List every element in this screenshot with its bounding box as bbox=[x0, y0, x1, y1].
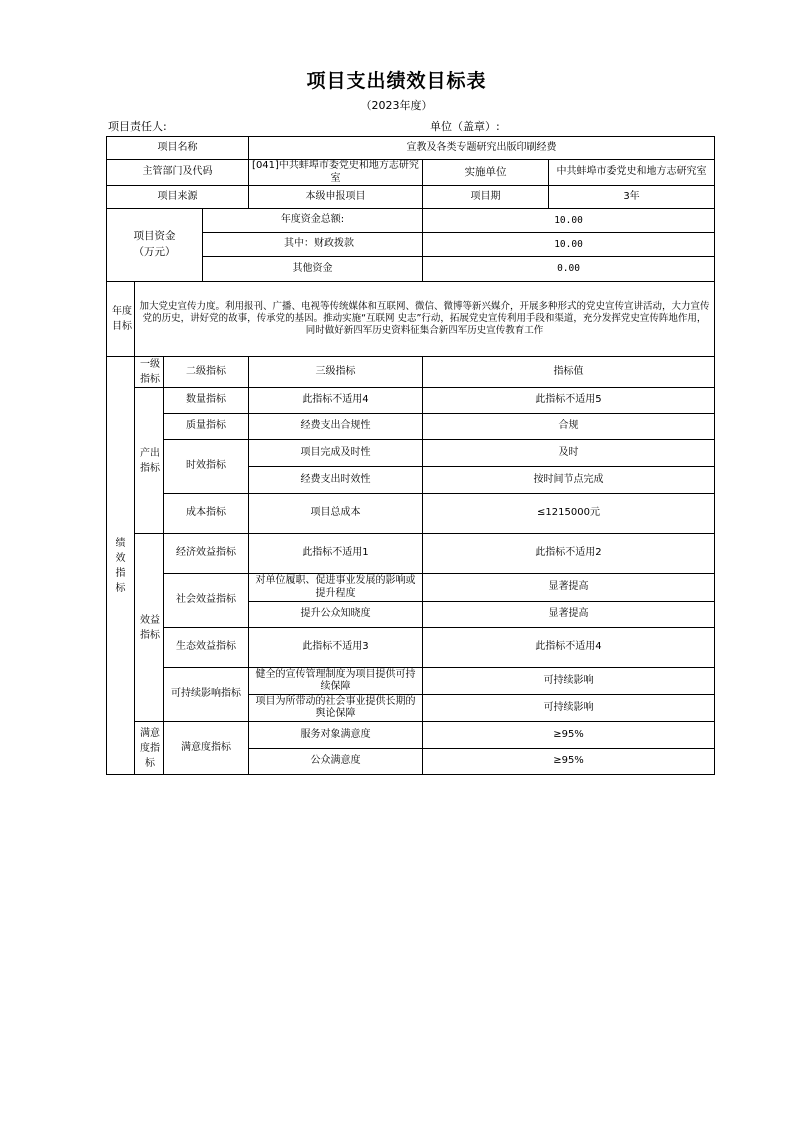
quantity-indicator-value: 此指标不适用5 bbox=[423, 388, 715, 414]
performance-indicator-label: 绩效指标 bbox=[107, 357, 135, 775]
timeliness-indicator-value: 按时间节点完成 bbox=[423, 467, 715, 494]
satisfaction-indicator-item: 公众满意度 bbox=[249, 749, 423, 775]
level1-header: 一级指标 bbox=[135, 357, 164, 388]
table-row bbox=[107, 722, 715, 749]
cost-indicator-value: ≤1215000元 bbox=[423, 494, 715, 534]
table-row bbox=[107, 494, 715, 534]
funds-other-value: 0.00 bbox=[423, 257, 715, 282]
department-label: 主管部门及代码 bbox=[107, 160, 249, 186]
funds-label: 项目资金（万元） bbox=[107, 209, 203, 282]
satisfaction-indicator-label: 满意度指标 bbox=[164, 722, 249, 775]
ecological-indicator-value: 此指标不适用4 bbox=[423, 628, 715, 668]
sustainability-indicator-value: 可持续影响 bbox=[423, 695, 715, 722]
table-row bbox=[107, 668, 715, 695]
output-indicator-label: 产出指标 bbox=[135, 388, 164, 534]
period-label: 项目期 bbox=[423, 186, 549, 209]
funds-total-label: 年度资金总额: bbox=[203, 209, 423, 233]
sustainability-indicator-label: 可持续影响指标 bbox=[164, 668, 249, 722]
funds-fiscal-label: 其中：财政拨款 bbox=[203, 233, 423, 257]
satisfaction-indicator-value: ≥95% bbox=[423, 722, 715, 749]
timeliness-indicator-value: 及时 bbox=[423, 440, 715, 467]
level2-header: 二级指标 bbox=[164, 357, 249, 388]
table-row bbox=[107, 414, 715, 440]
level3-header: 三级指标 bbox=[249, 357, 423, 388]
economic-indicator-label: 经济效益指标 bbox=[164, 534, 249, 574]
table-row bbox=[107, 574, 715, 602]
effect-indicator-label: 效益指标 bbox=[135, 534, 164, 722]
funds-other-label: 其他资金 bbox=[203, 257, 423, 282]
project-name-value: 宣教及各类专题研究出版印刷经费 bbox=[249, 137, 715, 160]
annual-goal-label: 年度目标 bbox=[107, 282, 135, 357]
satisfaction-level1-label: 满意度指标 bbox=[135, 722, 164, 775]
performance-table bbox=[106, 136, 715, 775]
sustainability-indicator-item: 项目为所带动的社会事业提供长期的舆论保障 bbox=[249, 695, 423, 722]
source-row bbox=[107, 186, 715, 209]
timeliness-indicator-item: 经费支出时效性 bbox=[249, 467, 423, 494]
funds-total-value: 10.00 bbox=[423, 209, 715, 233]
economic-indicator-value: 此指标不适用2 bbox=[423, 534, 715, 574]
social-indicator-item: 提升公众知晓度 bbox=[249, 602, 423, 628]
economic-indicator-item: 此指标不适用1 bbox=[249, 534, 423, 574]
quality-indicator-value: 合规 bbox=[423, 414, 715, 440]
implementing-unit-value: 中共蚌埠市委党史和地方志研究室 bbox=[549, 160, 715, 186]
quality-indicator-item: 经费支出合规性 bbox=[249, 414, 423, 440]
year-label: （2023年度） bbox=[360, 99, 433, 112]
department-value: [041]中共蚌埠市委党史和地方志研究室 bbox=[249, 160, 423, 186]
funds-fiscal-value: 10.00 bbox=[423, 233, 715, 257]
timeliness-indicator-label: 时效指标 bbox=[164, 440, 249, 494]
table-row bbox=[107, 628, 715, 668]
table-row bbox=[107, 388, 715, 414]
unit-seal-label: 单位（盖章）: bbox=[430, 120, 500, 133]
quantity-indicator-label: 数量指标 bbox=[164, 388, 249, 414]
cost-indicator-label: 成本指标 bbox=[164, 494, 249, 534]
indicator-value-header: 指标值 bbox=[423, 357, 715, 388]
satisfaction-indicator-item: 服务对象满意度 bbox=[249, 722, 423, 749]
sustainability-indicator-item: 健全的宣传管理制度为项目提供可持续保障 bbox=[249, 668, 423, 695]
satisfaction-indicator-value: ≥95% bbox=[423, 749, 715, 775]
annual-goal-text: 加大党史宣传力度。利用报刊、广播、电视等传统媒体和互联网、微信、微博等新兴媒介，开展多种形式的党史宣传宣讲活动，大力宣传党的历史，讲好党的故事，传承党的基因。推动实施“互联网 史志”行动，拓展党史宣传利用手段和渠道，充分发挥党史宣传阵地作用，同时做好新四军历史资料征集合新四军历史宣传教育工作 bbox=[135, 282, 715, 357]
page-title: 项目支出绩效目标表 bbox=[306, 70, 487, 92]
table-row bbox=[107, 440, 715, 467]
social-indicator-label: 社会效益指标 bbox=[164, 574, 249, 628]
social-indicator-item: 对单位履职、促进事业发展的影响或提升程度 bbox=[249, 574, 423, 602]
source-label: 项目来源 bbox=[107, 186, 249, 209]
social-indicator-value: 显著提高 bbox=[423, 602, 715, 628]
sustainability-indicator-value: 可持续影响 bbox=[423, 668, 715, 695]
implementing-unit-label: 实施单位 bbox=[423, 160, 549, 186]
timeliness-indicator-item: 项目完成及时性 bbox=[249, 440, 423, 467]
ecological-indicator-label: 生态效益指标 bbox=[164, 628, 249, 668]
ecological-indicator-item: 此指标不适用3 bbox=[249, 628, 423, 668]
source-value: 本级申报项目 bbox=[249, 186, 423, 209]
responsible-label: 项目责任人: bbox=[108, 120, 167, 133]
funds-total-row bbox=[107, 209, 715, 233]
table-row bbox=[107, 534, 715, 574]
cost-indicator-item: 项目总成本 bbox=[249, 494, 423, 534]
quality-indicator-label: 质量指标 bbox=[164, 414, 249, 440]
annual-goal-row bbox=[107, 282, 715, 357]
department-row bbox=[107, 160, 715, 186]
period-value: 3年 bbox=[549, 186, 715, 209]
project-name-row bbox=[107, 137, 715, 160]
social-indicator-value: 显著提高 bbox=[423, 574, 715, 602]
quantity-indicator-item: 此指标不适用4 bbox=[249, 388, 423, 414]
indicator-header-row bbox=[107, 357, 715, 388]
project-name-label: 项目名称 bbox=[107, 137, 249, 160]
